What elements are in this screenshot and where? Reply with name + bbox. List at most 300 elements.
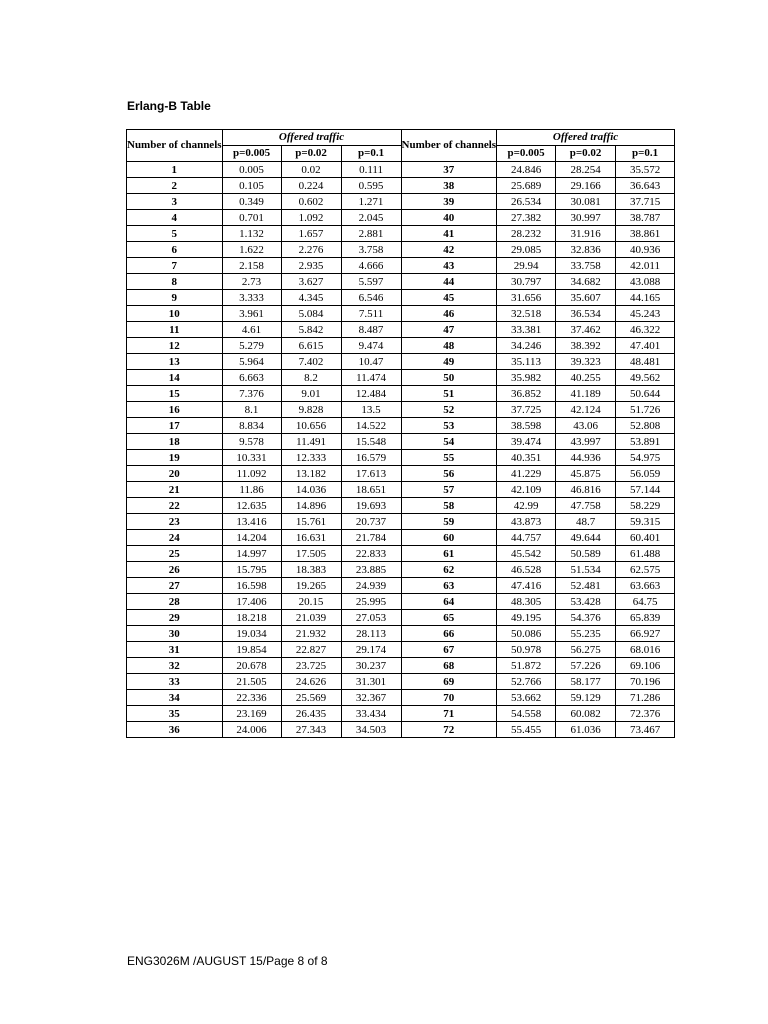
traffic-value-cell: 11.491 xyxy=(281,434,341,450)
channel-count-cell: 23 xyxy=(127,514,223,530)
traffic-value-cell: 40.255 xyxy=(556,370,616,386)
traffic-value-cell: 12.484 xyxy=(341,386,401,402)
channel-count-cell: 11 xyxy=(127,322,223,338)
table-row xyxy=(127,594,675,610)
traffic-value-cell: 3.758 xyxy=(341,242,401,258)
channel-count-cell: 15 xyxy=(127,386,223,402)
traffic-value-cell: 2.73 xyxy=(222,274,281,290)
channel-count-cell: 5 xyxy=(127,226,223,242)
traffic-value-cell: 22.827 xyxy=(281,642,341,658)
offered-traffic-header-left: Offered traffic xyxy=(222,130,401,146)
channels-header-left: Number of channels xyxy=(127,130,223,162)
channel-count-cell: 25 xyxy=(127,546,223,562)
traffic-value-cell: 63.663 xyxy=(616,578,675,594)
table-row xyxy=(127,498,675,514)
channel-count-cell: 40 xyxy=(401,210,497,226)
traffic-value-cell: 29.94 xyxy=(497,258,556,274)
channel-count-cell: 55 xyxy=(401,450,497,466)
channel-count-cell: 70 xyxy=(401,690,497,706)
traffic-value-cell: 51.534 xyxy=(556,562,616,578)
channel-count-cell: 66 xyxy=(401,626,497,642)
traffic-value-cell: 30.997 xyxy=(556,210,616,226)
traffic-value-cell: 29.085 xyxy=(497,242,556,258)
channel-count-cell: 57 xyxy=(401,482,497,498)
channel-count-cell: 53 xyxy=(401,418,497,434)
traffic-value-cell: 17.613 xyxy=(341,466,401,482)
traffic-value-cell: 52.766 xyxy=(497,674,556,690)
erlang-b-table xyxy=(126,129,675,738)
channel-count-cell: 16 xyxy=(127,402,223,418)
traffic-value-cell: 57.226 xyxy=(556,658,616,674)
traffic-value-cell: 60.082 xyxy=(556,706,616,722)
traffic-value-cell: 1.657 xyxy=(281,226,341,242)
channel-count-cell: 22 xyxy=(127,498,223,514)
traffic-value-cell: 58.177 xyxy=(556,674,616,690)
traffic-value-cell: 32.367 xyxy=(341,690,401,706)
channel-count-cell: 21 xyxy=(127,482,223,498)
traffic-value-cell: 51.872 xyxy=(497,658,556,674)
traffic-value-cell: 10.331 xyxy=(222,450,281,466)
traffic-value-cell: 15.761 xyxy=(281,514,341,530)
traffic-value-cell: 43.06 xyxy=(556,418,616,434)
traffic-value-cell: 1.622 xyxy=(222,242,281,258)
traffic-value-cell: 19.854 xyxy=(222,642,281,658)
traffic-value-cell: 12.635 xyxy=(222,498,281,514)
traffic-value-cell: 38.598 xyxy=(497,418,556,434)
traffic-value-cell: 53.662 xyxy=(497,690,556,706)
traffic-value-cell: 58.229 xyxy=(616,498,675,514)
traffic-value-cell: 49.562 xyxy=(616,370,675,386)
traffic-value-cell: 72.376 xyxy=(616,706,675,722)
traffic-value-cell: 28.254 xyxy=(556,162,616,178)
traffic-value-cell: 38.392 xyxy=(556,338,616,354)
traffic-value-cell: 46.528 xyxy=(497,562,556,578)
table-row xyxy=(127,258,675,274)
channel-count-cell: 60 xyxy=(401,530,497,546)
channel-count-cell: 9 xyxy=(127,290,223,306)
table-row xyxy=(127,626,675,642)
traffic-value-cell: 50.644 xyxy=(616,386,675,402)
traffic-value-cell: 61.488 xyxy=(616,546,675,562)
table-row xyxy=(127,562,675,578)
traffic-value-cell: 27.382 xyxy=(497,210,556,226)
header-row-group xyxy=(127,130,675,146)
traffic-value-cell: 14.997 xyxy=(222,546,281,562)
channel-count-cell: 44 xyxy=(401,274,497,290)
traffic-value-cell: 0.02 xyxy=(281,162,341,178)
channel-count-cell: 20 xyxy=(127,466,223,482)
channel-count-cell: 48 xyxy=(401,338,497,354)
traffic-value-cell: 38.861 xyxy=(616,226,675,242)
channel-count-cell: 39 xyxy=(401,194,497,210)
traffic-value-cell: 19.265 xyxy=(281,578,341,594)
traffic-value-cell: 9.578 xyxy=(222,434,281,450)
traffic-value-cell: 5.279 xyxy=(222,338,281,354)
traffic-value-cell: 68.016 xyxy=(616,642,675,658)
traffic-value-cell: 16.598 xyxy=(222,578,281,594)
traffic-value-cell: 54.376 xyxy=(556,610,616,626)
channel-count-cell: 59 xyxy=(401,514,497,530)
channel-count-cell: 61 xyxy=(401,546,497,562)
table-row xyxy=(127,370,675,386)
table-row xyxy=(127,434,675,450)
traffic-value-cell: 23.725 xyxy=(281,658,341,674)
traffic-value-cell: 29.166 xyxy=(556,178,616,194)
channel-count-cell: 3 xyxy=(127,194,223,210)
table-row xyxy=(127,482,675,498)
traffic-value-cell: 8.487 xyxy=(341,322,401,338)
traffic-value-cell: 13.182 xyxy=(281,466,341,482)
channel-count-cell: 38 xyxy=(401,178,497,194)
channel-count-cell: 13 xyxy=(127,354,223,370)
channel-count-cell: 65 xyxy=(401,610,497,626)
traffic-value-cell: 35.607 xyxy=(556,290,616,306)
channel-count-cell: 17 xyxy=(127,418,223,434)
traffic-value-cell: 22.833 xyxy=(341,546,401,562)
channel-count-cell: 49 xyxy=(401,354,497,370)
traffic-value-cell: 0.005 xyxy=(222,162,281,178)
traffic-value-cell: 12.333 xyxy=(281,450,341,466)
traffic-value-cell: 14.522 xyxy=(341,418,401,434)
traffic-value-cell: 20.678 xyxy=(222,658,281,674)
channel-count-cell: 52 xyxy=(401,402,497,418)
traffic-value-cell: 24.006 xyxy=(222,722,281,738)
table-row xyxy=(127,274,675,290)
traffic-value-cell: 2.276 xyxy=(281,242,341,258)
traffic-value-cell: 19.693 xyxy=(341,498,401,514)
traffic-value-cell: 35.982 xyxy=(497,370,556,386)
p-header: p=0.1 xyxy=(341,146,401,162)
channel-count-cell: 26 xyxy=(127,562,223,578)
traffic-value-cell: 47.401 xyxy=(616,338,675,354)
traffic-value-cell: 61.036 xyxy=(556,722,616,738)
traffic-value-cell: 21.784 xyxy=(341,530,401,546)
traffic-value-cell: 23.885 xyxy=(341,562,401,578)
traffic-value-cell: 11.474 xyxy=(341,370,401,386)
traffic-value-cell: 32.836 xyxy=(556,242,616,258)
traffic-value-cell: 52.808 xyxy=(616,418,675,434)
traffic-value-cell: 48.7 xyxy=(556,514,616,530)
traffic-value-cell: 21.039 xyxy=(281,610,341,626)
traffic-value-cell: 44.757 xyxy=(497,530,556,546)
table-row xyxy=(127,210,675,226)
traffic-value-cell: 60.401 xyxy=(616,530,675,546)
traffic-value-cell: 49.644 xyxy=(556,530,616,546)
table-row xyxy=(127,546,675,562)
p-header: p=0.005 xyxy=(222,146,281,162)
traffic-value-cell: 59.129 xyxy=(556,690,616,706)
traffic-value-cell: 35.113 xyxy=(497,354,556,370)
table-row xyxy=(127,354,675,370)
channel-count-cell: 42 xyxy=(401,242,497,258)
traffic-value-cell: 9.01 xyxy=(281,386,341,402)
traffic-value-cell: 5.842 xyxy=(281,322,341,338)
channel-count-cell: 63 xyxy=(401,578,497,594)
traffic-value-cell: 55.235 xyxy=(556,626,616,642)
traffic-value-cell: 25.689 xyxy=(497,178,556,194)
traffic-value-cell: 66.927 xyxy=(616,626,675,642)
traffic-value-cell: 24.846 xyxy=(497,162,556,178)
traffic-value-cell: 46.816 xyxy=(556,482,616,498)
p-header: p=0.1 xyxy=(616,146,675,162)
channel-count-cell: 30 xyxy=(127,626,223,642)
traffic-value-cell: 11.86 xyxy=(222,482,281,498)
traffic-value-cell: 4.345 xyxy=(281,290,341,306)
traffic-value-cell: 53.891 xyxy=(616,434,675,450)
traffic-value-cell: 3.961 xyxy=(222,306,281,322)
traffic-value-cell: 14.896 xyxy=(281,498,341,514)
traffic-value-cell: 2.881 xyxy=(341,226,401,242)
channel-count-cell: 34 xyxy=(127,690,223,706)
table-row xyxy=(127,322,675,338)
table-row xyxy=(127,706,675,722)
channels-header-right: Number of channels xyxy=(401,130,497,162)
table-row xyxy=(127,530,675,546)
traffic-value-cell: 0.349 xyxy=(222,194,281,210)
traffic-value-cell: 3.333 xyxy=(222,290,281,306)
table-row xyxy=(127,306,675,322)
traffic-value-cell: 1.132 xyxy=(222,226,281,242)
traffic-value-cell: 5.597 xyxy=(341,274,401,290)
traffic-value-cell: 42.124 xyxy=(556,402,616,418)
channel-count-cell: 29 xyxy=(127,610,223,626)
traffic-value-cell: 56.275 xyxy=(556,642,616,658)
channel-count-cell: 67 xyxy=(401,642,497,658)
traffic-value-cell: 2.158 xyxy=(222,258,281,274)
traffic-value-cell: 47.416 xyxy=(497,578,556,594)
table-row xyxy=(127,162,675,178)
table-row xyxy=(127,386,675,402)
traffic-value-cell: 36.852 xyxy=(497,386,556,402)
traffic-value-cell: 33.434 xyxy=(341,706,401,722)
traffic-value-cell: 15.795 xyxy=(222,562,281,578)
table-body xyxy=(127,162,675,738)
table-row xyxy=(127,338,675,354)
traffic-value-cell: 40.351 xyxy=(497,450,556,466)
channel-count-cell: 18 xyxy=(127,434,223,450)
channel-count-cell: 43 xyxy=(401,258,497,274)
traffic-value-cell: 53.428 xyxy=(556,594,616,610)
traffic-value-cell: 30.797 xyxy=(497,274,556,290)
traffic-value-cell: 31.656 xyxy=(497,290,556,306)
traffic-value-cell: 21.932 xyxy=(281,626,341,642)
table-row xyxy=(127,658,675,674)
traffic-value-cell: 2.935 xyxy=(281,258,341,274)
channel-count-cell: 68 xyxy=(401,658,497,674)
traffic-value-cell: 16.631 xyxy=(281,530,341,546)
traffic-value-cell: 48.305 xyxy=(497,594,556,610)
traffic-value-cell: 49.195 xyxy=(497,610,556,626)
table-row xyxy=(127,418,675,434)
traffic-value-cell: 25.995 xyxy=(341,594,401,610)
traffic-value-cell: 38.787 xyxy=(616,210,675,226)
channel-count-cell: 19 xyxy=(127,450,223,466)
table-row xyxy=(127,402,675,418)
traffic-value-cell: 4.666 xyxy=(341,258,401,274)
channel-count-cell: 27 xyxy=(127,578,223,594)
traffic-value-cell: 6.663 xyxy=(222,370,281,386)
traffic-value-cell: 59.315 xyxy=(616,514,675,530)
channel-count-cell: 45 xyxy=(401,290,497,306)
channel-count-cell: 12 xyxy=(127,338,223,354)
channel-count-cell: 51 xyxy=(401,386,497,402)
channel-count-cell: 62 xyxy=(401,562,497,578)
channel-count-cell: 41 xyxy=(401,226,497,242)
traffic-value-cell: 54.558 xyxy=(497,706,556,722)
table-row xyxy=(127,466,675,482)
traffic-value-cell: 39.323 xyxy=(556,354,616,370)
traffic-value-cell: 73.467 xyxy=(616,722,675,738)
traffic-value-cell: 13.5 xyxy=(341,402,401,418)
traffic-value-cell: 13.416 xyxy=(222,514,281,530)
traffic-value-cell: 1.271 xyxy=(341,194,401,210)
traffic-value-cell: 39.474 xyxy=(497,434,556,450)
traffic-value-cell: 26.534 xyxy=(497,194,556,210)
traffic-value-cell: 35.572 xyxy=(616,162,675,178)
traffic-value-cell: 9.828 xyxy=(281,402,341,418)
channel-count-cell: 7 xyxy=(127,258,223,274)
traffic-value-cell: 20.15 xyxy=(281,594,341,610)
traffic-value-cell: 30.081 xyxy=(556,194,616,210)
traffic-value-cell: 0.105 xyxy=(222,178,281,194)
traffic-value-cell: 27.053 xyxy=(341,610,401,626)
traffic-value-cell: 22.336 xyxy=(222,690,281,706)
traffic-value-cell: 6.615 xyxy=(281,338,341,354)
traffic-value-cell: 29.174 xyxy=(341,642,401,658)
traffic-value-cell: 28.113 xyxy=(341,626,401,642)
traffic-value-cell: 56.059 xyxy=(616,466,675,482)
traffic-value-cell: 3.627 xyxy=(281,274,341,290)
table-row xyxy=(127,290,675,306)
traffic-value-cell: 0.602 xyxy=(281,194,341,210)
channel-count-cell: 69 xyxy=(401,674,497,690)
page-title: Erlang-B Table xyxy=(127,99,211,113)
traffic-value-cell: 40.936 xyxy=(616,242,675,258)
traffic-value-cell: 34.503 xyxy=(341,722,401,738)
traffic-value-cell: 41.229 xyxy=(497,466,556,482)
table-row xyxy=(127,722,675,738)
traffic-value-cell: 52.481 xyxy=(556,578,616,594)
traffic-value-cell: 31.301 xyxy=(341,674,401,690)
traffic-value-cell: 46.322 xyxy=(616,322,675,338)
traffic-value-cell: 45.875 xyxy=(556,466,616,482)
traffic-value-cell: 44.936 xyxy=(556,450,616,466)
traffic-value-cell: 44.165 xyxy=(616,290,675,306)
traffic-value-cell: 7.402 xyxy=(281,354,341,370)
traffic-value-cell: 0.224 xyxy=(281,178,341,194)
traffic-value-cell: 69.106 xyxy=(616,658,675,674)
channel-count-cell: 58 xyxy=(401,498,497,514)
traffic-value-cell: 18.651 xyxy=(341,482,401,498)
offered-traffic-header-right: Offered traffic xyxy=(497,130,675,146)
traffic-value-cell: 34.246 xyxy=(497,338,556,354)
traffic-value-cell: 11.092 xyxy=(222,466,281,482)
p-header: p=0.005 xyxy=(497,146,556,162)
table-row xyxy=(127,610,675,626)
traffic-value-cell: 25.569 xyxy=(281,690,341,706)
traffic-value-cell: 47.758 xyxy=(556,498,616,514)
traffic-value-cell: 19.034 xyxy=(222,626,281,642)
traffic-value-cell: 15.548 xyxy=(341,434,401,450)
table-row xyxy=(127,194,675,210)
table-row xyxy=(127,450,675,466)
channel-count-cell: 71 xyxy=(401,706,497,722)
traffic-value-cell: 18.218 xyxy=(222,610,281,626)
traffic-value-cell: 10.656 xyxy=(281,418,341,434)
channel-count-cell: 2 xyxy=(127,178,223,194)
traffic-value-cell: 70.196 xyxy=(616,674,675,690)
traffic-value-cell: 45.542 xyxy=(497,546,556,562)
traffic-value-cell: 50.086 xyxy=(497,626,556,642)
channel-count-cell: 36 xyxy=(127,722,223,738)
traffic-value-cell: 6.546 xyxy=(341,290,401,306)
p-header: p=0.02 xyxy=(281,146,341,162)
traffic-value-cell: 33.758 xyxy=(556,258,616,274)
traffic-value-cell: 8.2 xyxy=(281,370,341,386)
traffic-value-cell: 30.237 xyxy=(341,658,401,674)
page-footer: ENG3026M /AUGUST 15/Page 8 of 8 xyxy=(127,954,328,968)
traffic-value-cell: 50.589 xyxy=(556,546,616,562)
channel-count-cell: 46 xyxy=(401,306,497,322)
channel-count-cell: 32 xyxy=(127,658,223,674)
traffic-value-cell: 50.978 xyxy=(497,642,556,658)
traffic-value-cell: 26.435 xyxy=(281,706,341,722)
channel-count-cell: 4 xyxy=(127,210,223,226)
traffic-value-cell: 42.011 xyxy=(616,258,675,274)
traffic-value-cell: 23.169 xyxy=(222,706,281,722)
traffic-value-cell: 2.045 xyxy=(341,210,401,226)
traffic-value-cell: 17.505 xyxy=(281,546,341,562)
traffic-value-cell: 18.383 xyxy=(281,562,341,578)
traffic-value-cell: 37.462 xyxy=(556,322,616,338)
traffic-value-cell: 54.975 xyxy=(616,450,675,466)
traffic-value-cell: 37.725 xyxy=(497,402,556,418)
p-header: p=0.02 xyxy=(556,146,616,162)
channel-count-cell: 31 xyxy=(127,642,223,658)
channel-count-cell: 33 xyxy=(127,674,223,690)
table-row xyxy=(127,226,675,242)
traffic-value-cell: 41.189 xyxy=(556,386,616,402)
traffic-value-cell: 0.111 xyxy=(341,162,401,178)
table-row xyxy=(127,178,675,194)
traffic-value-cell: 45.243 xyxy=(616,306,675,322)
traffic-value-cell: 21.505 xyxy=(222,674,281,690)
traffic-value-cell: 14.036 xyxy=(281,482,341,498)
channel-count-cell: 14 xyxy=(127,370,223,386)
table-row xyxy=(127,514,675,530)
traffic-value-cell: 43.873 xyxy=(497,514,556,530)
traffic-value-cell: 28.232 xyxy=(497,226,556,242)
traffic-value-cell: 32.518 xyxy=(497,306,556,322)
traffic-value-cell: 71.286 xyxy=(616,690,675,706)
channel-count-cell: 72 xyxy=(401,722,497,738)
channel-count-cell: 35 xyxy=(127,706,223,722)
channel-count-cell: 6 xyxy=(127,242,223,258)
traffic-value-cell: 17.406 xyxy=(222,594,281,610)
traffic-value-cell: 36.534 xyxy=(556,306,616,322)
channel-count-cell: 64 xyxy=(401,594,497,610)
channel-count-cell: 50 xyxy=(401,370,497,386)
traffic-value-cell: 42.99 xyxy=(497,498,556,514)
traffic-value-cell: 37.715 xyxy=(616,194,675,210)
traffic-value-cell: 8.1 xyxy=(222,402,281,418)
channel-count-cell: 47 xyxy=(401,322,497,338)
traffic-value-cell: 1.092 xyxy=(281,210,341,226)
traffic-value-cell: 4.61 xyxy=(222,322,281,338)
traffic-value-cell: 24.626 xyxy=(281,674,341,690)
traffic-value-cell: 51.726 xyxy=(616,402,675,418)
traffic-value-cell: 43.997 xyxy=(556,434,616,450)
